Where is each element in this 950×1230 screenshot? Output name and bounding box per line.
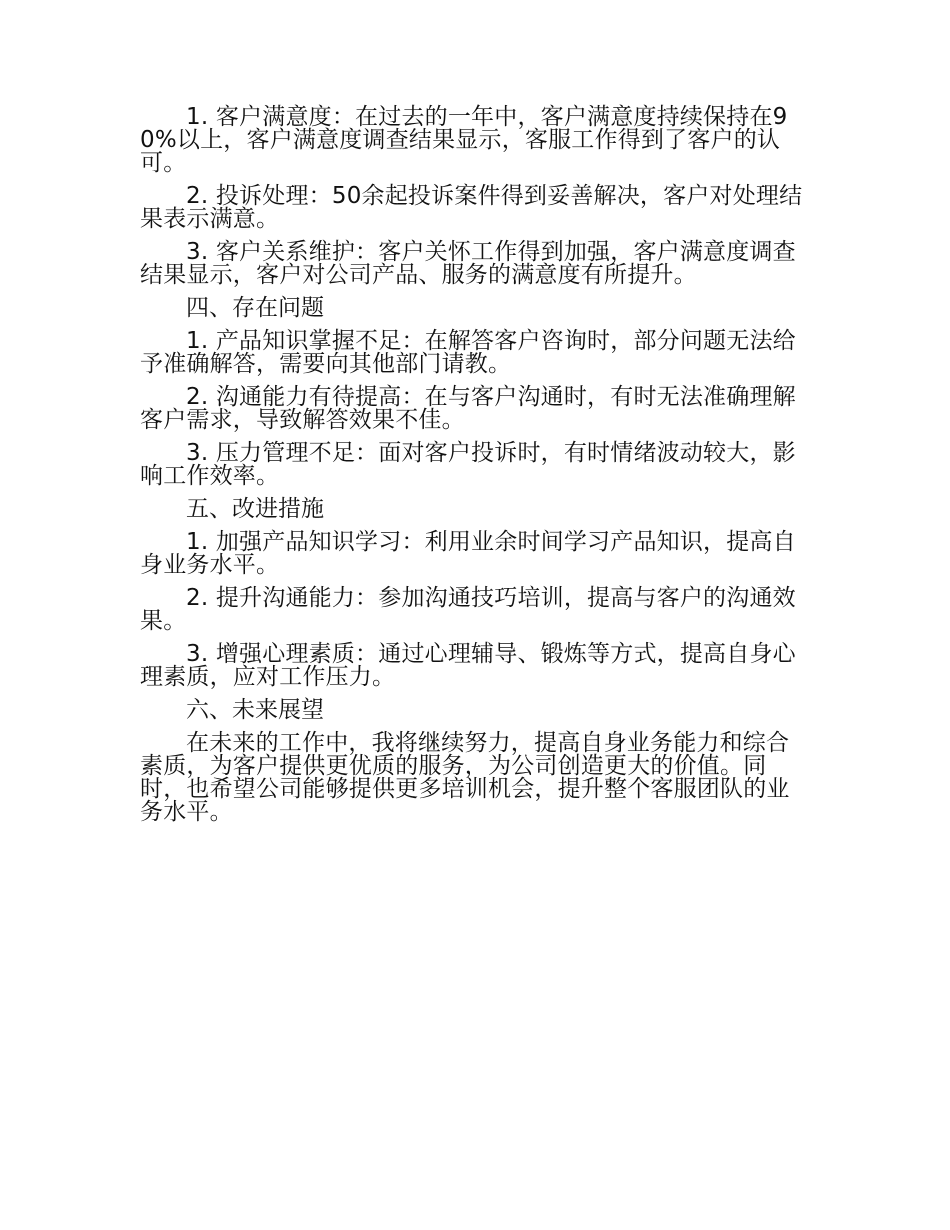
paragraph-stress: 3. 压力管理不足：面对客户投诉时，有时情绪波动较大，影响工作效率。 [140, 440, 796, 489]
paragraph-product-knowledge: 1. 产品知识掌握不足：在解答客户咨询时，部分问题无法给予准确解答，需要向其他部门请教。 [140, 328, 796, 377]
section-heading-outlook: 六、未来展望 [186, 697, 324, 723]
section-heading-issues: 四、存在问题 [186, 295, 324, 321]
paragraph-relationship: 3. 客户关系维护：客户关怀工作得到加强，客户满意度调查结果显示，客户对公司产品、服务的满意度有所提升。 [140, 239, 796, 288]
paragraph-learning: 1. 加强产品知识学习：利用业余时间学习产品知识，提高自身业务水平。 [140, 529, 796, 578]
paragraph-communication-training: 2. 提升沟通能力：参加沟通技巧培训，提高与客户的沟通效果。 [140, 585, 796, 634]
document-page [140, 106, 812, 834]
paragraph-satisfaction: 1. 客户满意度：在过去的一年中，客户满意度持续保持在90%以上，客户满意度调查结果显示，客服工作得到了客户的认可。 [140, 104, 788, 176]
paragraph-communication: 2. 沟通能力有待提高：在与客户沟通时，有时无法准确理解客户需求，导致解答效果不佳。 [140, 384, 796, 433]
paragraph-complaint-handling: 2. 投诉处理：50余起投诉案件得到妥善解决，客户对处理结果表示满意。 [140, 183, 803, 232]
paragraph-outlook: 在未来的工作中，我将继续努力，提高自身业务能力和综合素质，为客户提供更优质的服务，为公司创造更大的价值。同时，也希望公司能够提供更多培训机会，提升整个客服团队的业务水平。 [140, 730, 790, 825]
section-heading-improvements: 五、改进措施 [186, 496, 324, 522]
paragraph-psychology: 3. 增强心理素质：通过心理辅导、锻炼等方式，提高自身心理素质，应对工作压力。 [140, 641, 796, 690]
